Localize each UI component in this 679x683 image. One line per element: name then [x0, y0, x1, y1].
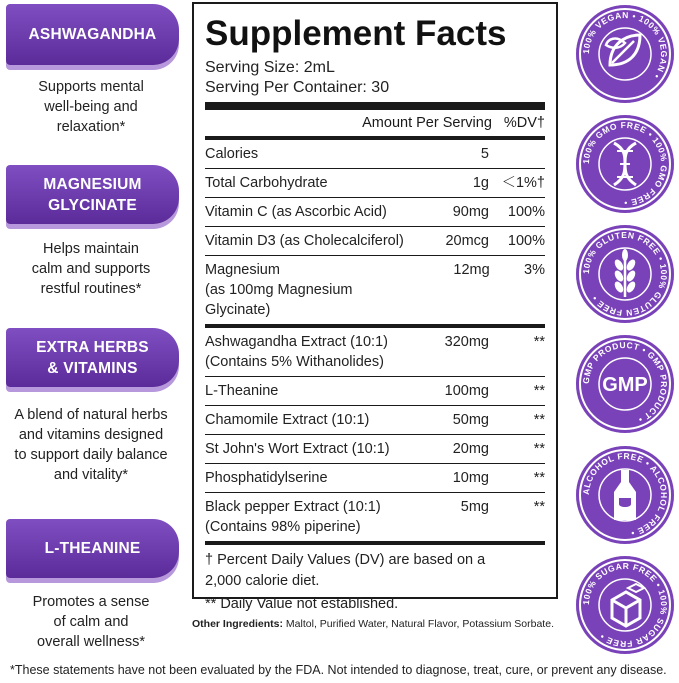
- footnote-dv: [205, 550, 545, 592]
- benefit-title: GLYCINATE: [48, 196, 137, 214]
- seal-badge: [576, 225, 674, 323]
- benefit-desc-line: and vitality*: [53, 467, 129, 483]
- ingredient-amount: 50mg: [452, 412, 489, 428]
- footnote-line: † Percent Daily Values (DV) are based on a: [205, 552, 486, 568]
- benefits-column: [0, 0, 182, 660]
- ingredient-row: [205, 493, 545, 541]
- ingredient-amount: 320mg: [444, 334, 489, 350]
- ingredient-name-line: (Contains 98% piperine): [205, 519, 361, 535]
- dna-icon: [614, 143, 636, 185]
- sugar-cube-icon: [612, 584, 644, 626]
- dv-header: %DV†: [503, 115, 545, 131]
- benefit-desc-line: to support daily balance: [14, 447, 168, 463]
- benefit-desc-line: A blend of natural herbs: [14, 407, 168, 423]
- nutrient-row: [205, 198, 545, 227]
- benefit-desc-line: well-being and: [44, 99, 138, 115]
- nutrient-name: Calories: [205, 146, 259, 162]
- svg-text:100% SUGAR FREE • 100% SUGAR: [581, 561, 669, 649]
- benefit-desc-line: calm and supports: [31, 261, 151, 277]
- leaf-icon: [576, 5, 674, 103]
- benefit-badge-herbs: [6, 328, 179, 387]
- nutrient-amount: 1g: [472, 175, 489, 191]
- benefit-desc-line: overall wellness*: [37, 634, 145, 650]
- ingredient-name: [205, 497, 417, 537]
- benefit-desc-line: and vitamins designed: [18, 427, 164, 443]
- ingredient-dv: **: [533, 441, 545, 457]
- wheat-icon: [576, 225, 674, 323]
- benefit-title: & VITAMINS: [47, 359, 138, 377]
- ingredient-name: Chamomile Extract (10:1): [205, 412, 370, 428]
- benefit-badge-ltheanine: [6, 519, 179, 578]
- benefit-title: L-THEANINE: [44, 540, 141, 557]
- serving-size: Serving Size: 2mL: [205, 59, 335, 76]
- ingredient-row: [205, 435, 545, 464]
- nutrient-amount: 12mg: [453, 262, 490, 278]
- nutrient-row: [205, 140, 545, 169]
- other-ingredients: [192, 618, 554, 630]
- benefit-desc-herbs: [0, 405, 182, 485]
- ingredient-amount: 5mg: [460, 499, 489, 515]
- seal-ring-text: ALCOHOL FREE • ALCOHOL FREE •: [580, 450, 670, 539]
- seal-badge: [576, 446, 674, 544]
- ingredient-name: L-Theanine: [205, 383, 279, 399]
- wine-bottle-icon: [576, 446, 674, 544]
- nutrient-name: Vitamin C (as Ascorbic Acid): [205, 204, 387, 220]
- dna-icon: [576, 115, 674, 213]
- leaf-icon: [606, 35, 640, 65]
- ingredient-dv: **: [533, 499, 545, 515]
- nutrient-dv: ＜1%†: [501, 175, 545, 191]
- wine-bottle-icon: [614, 470, 636, 520]
- seal-ring-text: 100% GMO FREE • 100% GMO FREE •: [580, 119, 670, 209]
- nutrient-row: [205, 169, 545, 197]
- seal-ring-text: 100% VEGAN • 100% VEGAN •: [580, 9, 670, 81]
- ingredient-name: St John's Wort Extract (10:1): [205, 441, 390, 457]
- facts-title: Supplement Facts: [205, 14, 507, 53]
- amount-header: Amount Per Serving: [362, 115, 492, 131]
- seal-center-text: GMP: [602, 374, 648, 396]
- divider-medium: [205, 541, 545, 545]
- benefit-desc-line: Promotes a sense: [32, 594, 150, 610]
- ingredient-amount: 20mg: [452, 441, 489, 457]
- divider-thick: [205, 102, 545, 110]
- seal-ring-text: 100% SUGAR FREE • 100% SUGAR FREE •: [580, 560, 670, 650]
- nutrient-name: Vitamin D3 (as Cholecalciferol): [205, 233, 404, 249]
- ingredient-dv: **: [533, 412, 545, 428]
- nutrient-dv: 3%: [524, 262, 545, 278]
- ingredient-amount: 100mg: [444, 383, 489, 399]
- gmp-seal: [576, 335, 674, 433]
- other-ingredients-label: Other Ingredients:: [192, 618, 284, 630]
- ingredient-row: [205, 377, 545, 406]
- servings-per-container: Serving Per Container: 30: [205, 79, 390, 96]
- nutrient-amount: 5: [480, 146, 489, 162]
- nutrient-amount: 20mcg: [445, 233, 489, 249]
- benefit-badge-magnesium: [6, 165, 179, 224]
- ingredient-dv: **: [533, 470, 545, 486]
- ingredient-name-line: Ashwagandha Extract (10:1): [205, 334, 388, 350]
- nutrient-name-line: Magnesium: [205, 262, 280, 278]
- nutrient-row: [205, 256, 545, 324]
- amount-header-row: [205, 110, 545, 136]
- ingredient-name: Phosphatidylserine: [205, 470, 328, 486]
- ingredient-amount: 10mg: [452, 470, 489, 486]
- fda-disclaimer: *These statements have not been evaluated by the FDA. Not intended to diagnose, treat, cure, or prevent any disease.: [10, 663, 667, 677]
- benefit-desc-ashwagandha: [0, 77, 182, 137]
- svg-text:100% VEGAN • 100% VEGAN •: [581, 10, 669, 81]
- wheat-icon: [613, 249, 637, 297]
- benefit-desc-magnesium: [0, 239, 182, 299]
- benefit-title: MAGNESIUM: [43, 175, 142, 193]
- ingredient-row: [205, 328, 545, 377]
- benefit-title: ASHWAGANDHA: [28, 26, 157, 43]
- benefit-desc-line: Supports mental: [38, 79, 144, 95]
- nutrient-dv: 100%: [507, 233, 545, 249]
- seal-ring-text: GMP PRODUCT • GMP PRODUCT •: [580, 339, 670, 426]
- benefit-title: EXTRA HERBS: [36, 338, 149, 356]
- seal-badge: [576, 556, 674, 654]
- footnote-line: 2,000 calorie diet.: [205, 573, 320, 589]
- ingredient-name-line: (Contains 5% Withanolides): [205, 354, 384, 370]
- other-ingredients-text: Maltol, Purified Water, Natural Flavor, Potassium Sorbate.: [283, 618, 554, 630]
- nutrient-dv: [497, 144, 545, 164]
- footnote-na: ** Daily Value not established.: [205, 596, 399, 612]
- nutrient-dv: 100%: [507, 204, 545, 220]
- sugar-cube-icon: [576, 556, 674, 654]
- seal-badge: [576, 5, 674, 103]
- benefit-desc-line: of calm and: [53, 614, 129, 630]
- seal-badge: [576, 115, 674, 213]
- nutrient-name: [205, 260, 419, 320]
- ingredient-row: [205, 464, 545, 493]
- seal-ring-text: 100% GLUTEN FREE • 100% GLUTEN FREE •: [580, 229, 670, 319]
- ingredient-dv: **: [533, 334, 545, 350]
- benefit-badge-ashwagandha: [6, 4, 179, 65]
- nutrient-row: [205, 227, 545, 256]
- nutrient-amount: 90mg: [452, 204, 489, 220]
- ingredient-name: [205, 332, 417, 372]
- benefit-desc-line: Helps maintain: [43, 241, 139, 257]
- nutrient-name-line: (as 100mg Magnesium Glycinate): [205, 282, 353, 318]
- nutrient-name: Total Carbohydrate: [205, 175, 328, 191]
- ingredient-name-line: Black pepper Extract (10:1): [205, 499, 381, 515]
- seal-badge: [576, 335, 674, 433]
- benefit-desc-line: relaxation*: [56, 119, 126, 135]
- ingredient-row: [205, 406, 545, 435]
- benefit-desc-ltheanine: [0, 592, 182, 652]
- supplement-facts-panel: [192, 2, 558, 612]
- benefit-desc-line: restful routines*: [40, 281, 142, 297]
- ingredient-dv: **: [533, 383, 545, 399]
